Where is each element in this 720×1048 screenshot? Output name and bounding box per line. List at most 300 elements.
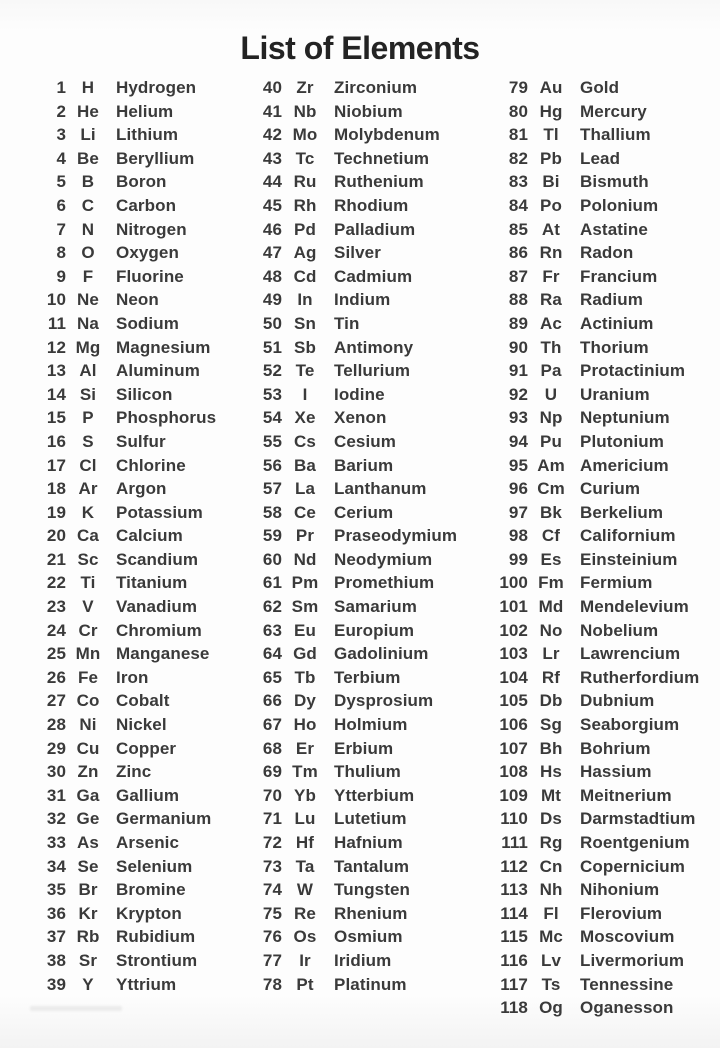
element-number: 112 <box>500 856 528 876</box>
element-name: Uranium <box>580 384 650 404</box>
element-name: Francium <box>580 266 658 286</box>
element-number: 91 <box>508 361 528 381</box>
element-name: Hassium <box>580 762 652 782</box>
element-number: 117 <box>500 974 528 994</box>
element-number: 54 <box>262 408 282 428</box>
element-symbol: No <box>539 620 563 640</box>
element-row <box>494 855 720 879</box>
element-symbol: Mo <box>292 125 318 145</box>
element-row <box>494 501 720 525</box>
element-symbol: Zn <box>77 762 99 782</box>
element-symbol: Kr <box>78 903 98 923</box>
element-symbol: Fe <box>77 667 99 687</box>
element-number: 61 <box>262 573 282 593</box>
element-symbol: Au <box>539 78 563 97</box>
element-row <box>258 666 494 690</box>
element-name: Nitrogen <box>116 219 187 239</box>
element-name: Europium <box>334 620 415 640</box>
element-row <box>258 383 494 407</box>
element-row <box>40 831 258 855</box>
watermark <box>30 1006 122 1011</box>
element-number: 83 <box>508 172 528 192</box>
element-name: Germanium <box>116 809 212 829</box>
element-row <box>258 595 494 619</box>
element-name: Krypton <box>116 903 182 923</box>
element-symbol: Md <box>538 597 564 617</box>
element-symbol: Tm <box>292 762 318 782</box>
element-symbol: Si <box>79 384 97 404</box>
element-name: Silicon <box>116 384 173 404</box>
element-row <box>40 100 258 124</box>
element-symbol: Fm <box>538 573 564 593</box>
element-symbol: Po <box>540 195 562 215</box>
element-name: Manganese <box>116 644 210 664</box>
element-number: 111 <box>501 833 528 852</box>
element-row <box>494 949 720 973</box>
element-name: Promethium <box>334 573 435 593</box>
element-symbol: H <box>81 78 95 97</box>
element-symbol: Ga <box>76 785 100 805</box>
element-row <box>40 477 258 501</box>
element-number: 59 <box>262 526 282 546</box>
element-row <box>258 973 494 997</box>
element-symbol: V <box>82 597 94 617</box>
element-number: 14 <box>46 384 66 404</box>
element-number: 18 <box>46 479 66 499</box>
element-row <box>258 737 494 761</box>
element-row <box>258 430 494 454</box>
element-symbol: W <box>296 880 314 900</box>
element-name: Nobelium <box>580 620 659 640</box>
element-symbol: Cn <box>539 856 563 876</box>
element-number: 110 <box>500 809 528 829</box>
element-row <box>258 689 494 713</box>
element-row <box>494 689 720 713</box>
element-symbol: Bk <box>540 502 562 522</box>
element-row <box>40 359 258 383</box>
element-name: Phosphorus <box>116 408 217 428</box>
element-row <box>258 501 494 525</box>
element-number: 85 <box>508 219 528 239</box>
element-symbol: Nb <box>293 101 317 121</box>
element-row <box>40 76 258 100</box>
element-name: Ytterbium <box>334 785 415 805</box>
element-name: Indium <box>334 290 391 310</box>
element-row <box>494 406 720 430</box>
element-number: 95 <box>508 455 528 475</box>
element-name: Iron <box>116 667 149 687</box>
element-symbol: Lu <box>294 809 316 829</box>
element-name: Sodium <box>116 313 179 333</box>
element-number: 116 <box>500 950 528 970</box>
element-number: 88 <box>508 290 528 310</box>
element-number: 76 <box>262 927 282 947</box>
element-name: Californium <box>580 526 676 546</box>
element-column <box>258 76 494 1020</box>
element-symbol: Cu <box>76 738 100 758</box>
element-name: Gallium <box>116 785 180 805</box>
element-number: 71 <box>262 809 282 829</box>
element-name: Radium <box>580 290 643 310</box>
element-name: Hydrogen <box>116 78 197 97</box>
element-number: 6 <box>56 195 66 215</box>
element-number: 58 <box>262 502 282 522</box>
element-name: Cerium <box>334 502 394 522</box>
element-row <box>258 902 494 926</box>
element-row <box>494 595 720 619</box>
element-name: Bromine <box>116 880 186 900</box>
element-row <box>258 312 494 336</box>
element-symbol: Re <box>294 903 316 923</box>
element-name: Neon <box>116 290 159 310</box>
element-symbol: Cd <box>293 266 317 286</box>
element-number: 108 <box>499 762 528 782</box>
element-number: 49 <box>262 290 282 310</box>
element-symbol: Fl <box>543 903 559 923</box>
element-row <box>40 524 258 548</box>
element-name: Copernicium <box>580 856 686 876</box>
element-row <box>40 784 258 808</box>
element-symbol: Cf <box>541 526 561 546</box>
element-name: Erbium <box>334 738 394 758</box>
element-name: Americium <box>580 455 669 475</box>
element-number: 19 <box>46 502 66 522</box>
element-row <box>494 218 720 242</box>
element-name: Nickel <box>116 715 167 735</box>
element-symbol: Sm <box>291 597 319 617</box>
element-symbol: P <box>82 408 94 428</box>
element-name: Beryllium <box>116 148 195 168</box>
element-symbol: Tb <box>294 667 316 687</box>
element-symbol: Am <box>537 455 565 475</box>
element-name: Thulium <box>334 762 401 782</box>
element-name: Neptunium <box>580 408 670 428</box>
element-name: Barium <box>334 455 394 475</box>
element-name: Scandium <box>116 549 199 569</box>
element-row <box>40 807 258 831</box>
element-row <box>258 76 494 100</box>
element-symbol: S <box>82 431 94 451</box>
element-number: 41 <box>262 101 282 121</box>
element-row <box>494 784 720 808</box>
element-number: 65 <box>262 667 282 687</box>
element-symbol: Ca <box>77 526 99 546</box>
element-column <box>40 76 258 1020</box>
element-number: 37 <box>46 927 66 947</box>
element-name: Hafnium <box>334 833 403 852</box>
element-row <box>40 123 258 147</box>
element-name: Lawrencium <box>580 644 681 664</box>
element-name: Iodine <box>334 384 385 404</box>
element-name: Gadolinium <box>334 644 429 664</box>
element-symbol: Ag <box>293 243 317 263</box>
element-symbol: Cs <box>294 431 316 451</box>
element-row <box>258 831 494 855</box>
element-number: 5 <box>56 172 66 192</box>
element-symbol: Es <box>540 549 562 569</box>
element-row <box>258 925 494 949</box>
element-name: Terbium <box>334 667 401 687</box>
element-row <box>258 359 494 383</box>
element-row <box>40 925 258 949</box>
element-number: 40 <box>262 78 282 97</box>
element-symbol: Ts <box>541 974 561 994</box>
element-row <box>494 524 720 548</box>
element-row <box>40 170 258 194</box>
element-number: 104 <box>499 667 528 687</box>
element-row <box>40 595 258 619</box>
element-number: 24 <box>46 620 66 640</box>
element-symbol: Ho <box>293 715 317 735</box>
element-number: 47 <box>262 243 282 263</box>
element-symbol: Ac <box>540 313 562 333</box>
element-number: 97 <box>508 502 528 522</box>
element-symbol: Pr <box>295 526 315 546</box>
element-number: 52 <box>262 361 282 381</box>
element-number: 87 <box>508 266 528 286</box>
element-symbol: I <box>302 384 308 404</box>
element-number: 44 <box>262 172 282 192</box>
element-row <box>494 241 720 265</box>
element-symbol: F <box>82 266 94 286</box>
element-row <box>494 807 720 831</box>
element-name: Oganesson <box>580 998 674 1018</box>
element-row <box>258 713 494 737</box>
element-row <box>494 831 720 855</box>
element-row <box>494 430 720 454</box>
element-row <box>494 760 720 784</box>
element-name: Silver <box>334 243 381 263</box>
element-symbol: O <box>81 243 95 263</box>
element-number: 82 <box>508 148 528 168</box>
element-name: Dysprosium <box>334 691 434 711</box>
element-row <box>494 996 720 1020</box>
element-symbol: Y <box>82 974 94 994</box>
element-number: 50 <box>262 313 282 333</box>
element-symbol: Ir <box>299 950 311 970</box>
element-name: Moscovium <box>580 927 675 947</box>
element-name: Curium <box>580 479 641 499</box>
element-symbol: Xe <box>294 408 316 428</box>
element-name: Palladium <box>334 219 416 239</box>
element-number: 68 <box>262 738 282 758</box>
element-name: Samarium <box>334 597 418 617</box>
element-number: 31 <box>46 785 66 805</box>
element-symbol: Nh <box>539 880 563 900</box>
element-row <box>494 737 720 761</box>
element-row <box>494 288 720 312</box>
element-number: 67 <box>262 715 282 735</box>
element-number: 62 <box>262 597 282 617</box>
element-name: Fluorine <box>116 266 184 286</box>
element-name: Rubidium <box>116 927 196 947</box>
element-name: Copper <box>116 738 177 758</box>
element-symbol: Rf <box>541 667 561 687</box>
element-symbol: Pa <box>540 361 562 381</box>
element-number: 57 <box>262 479 282 499</box>
element-row <box>258 218 494 242</box>
element-number: 69 <box>262 762 282 782</box>
element-symbol: C <box>81 195 95 215</box>
element-name: Livermorium <box>580 950 685 970</box>
element-row <box>258 855 494 879</box>
element-number: 106 <box>499 715 528 735</box>
element-name: Vanadium <box>116 597 198 617</box>
element-name: Selenium <box>116 856 193 876</box>
element-row <box>494 619 720 643</box>
element-number: 46 <box>262 219 282 239</box>
element-row <box>40 241 258 265</box>
element-symbol: Sc <box>77 549 99 569</box>
element-row <box>258 265 494 289</box>
element-symbol: In <box>297 290 313 310</box>
element-name: Iridium <box>334 950 392 970</box>
element-row <box>494 100 720 124</box>
element-name: Tantalum <box>334 856 410 876</box>
element-name: Yttrium <box>116 974 177 994</box>
element-row <box>258 548 494 572</box>
element-symbol: Na <box>77 313 99 333</box>
element-number: 51 <box>262 337 282 357</box>
element-number: 79 <box>508 78 528 97</box>
element-symbol: Dy <box>294 691 316 711</box>
element-name: Osmium <box>334 927 403 947</box>
element-name: Carbon <box>116 195 177 215</box>
element-name: Roentgenium <box>580 833 690 852</box>
element-number: 107 <box>499 738 528 758</box>
element-number: 56 <box>262 455 282 475</box>
element-number: 30 <box>46 762 66 782</box>
element-symbol: Db <box>539 691 563 711</box>
element-symbol: Pd <box>294 219 316 239</box>
element-row <box>494 170 720 194</box>
element-symbol: Rb <box>76 927 100 947</box>
element-symbol: Os <box>293 927 317 947</box>
element-name: Flerovium <box>580 903 663 923</box>
element-row <box>494 265 720 289</box>
element-symbol: Te <box>295 361 315 381</box>
element-symbol: B <box>81 172 95 192</box>
element-row <box>40 855 258 879</box>
element-symbol: Bi <box>542 172 560 192</box>
element-row <box>258 949 494 973</box>
element-symbol: Ar <box>78 479 98 499</box>
element-row <box>258 170 494 194</box>
element-row <box>494 359 720 383</box>
element-symbol: Hs <box>540 762 562 782</box>
element-row <box>494 76 720 100</box>
element-row <box>40 548 258 572</box>
element-name: Rhodium <box>334 195 409 215</box>
element-name: Calcium <box>116 526 183 546</box>
element-symbol: U <box>544 384 558 404</box>
element-row <box>494 123 720 147</box>
element-symbol: Mc <box>539 927 563 947</box>
element-number: 20 <box>46 526 66 546</box>
element-symbol: At <box>541 219 561 239</box>
element-number: 96 <box>508 479 528 499</box>
element-number: 113 <box>500 880 528 900</box>
element-number: 10 <box>46 290 66 310</box>
element-symbol: Og <box>539 998 563 1018</box>
element-name: Ruthenium <box>334 172 424 192</box>
element-symbol: K <box>81 502 95 522</box>
element-number: 26 <box>46 667 66 687</box>
element-name: Mendelevium <box>580 597 689 617</box>
element-number: 94 <box>508 431 528 451</box>
element-symbol: Ru <box>293 172 317 192</box>
element-number: 42 <box>262 125 282 145</box>
element-symbol: Cl <box>79 455 97 475</box>
element-row <box>40 265 258 289</box>
element-row <box>40 689 258 713</box>
element-number: 45 <box>262 195 282 215</box>
element-name: Bohrium <box>580 738 651 758</box>
element-number: 7 <box>56 219 66 239</box>
element-number: 36 <box>46 903 66 923</box>
element-name: Seaborgium <box>580 715 680 735</box>
element-number: 39 <box>46 974 66 994</box>
element-row <box>258 878 494 902</box>
element-name: Platinum <box>334 974 407 994</box>
element-name: Arsenic <box>116 833 180 852</box>
element-number: 60 <box>262 549 282 569</box>
element-number: 100 <box>499 573 528 593</box>
element-row <box>258 100 494 124</box>
element-number: 34 <box>46 856 66 876</box>
element-number: 21 <box>46 549 66 569</box>
element-symbol: Np <box>539 408 563 428</box>
element-name: Meitnerium <box>580 785 672 805</box>
element-name: Gold <box>580 78 620 97</box>
element-row <box>40 288 258 312</box>
element-symbol: Pb <box>540 148 562 168</box>
element-row <box>258 760 494 784</box>
element-number: 2 <box>56 101 66 121</box>
element-number: 11 <box>47 313 66 333</box>
element-name: Lutetium <box>334 809 407 829</box>
element-symbol: Zr <box>296 78 314 97</box>
element-symbol: Li <box>80 125 96 145</box>
element-name: Cesium <box>334 431 397 451</box>
element-symbol: Br <box>78 880 98 900</box>
element-name: Darmstadtium <box>580 809 696 829</box>
element-row <box>494 571 720 595</box>
element-number: 74 <box>262 880 282 900</box>
element-symbol: Lv <box>540 950 562 970</box>
element-row <box>494 383 720 407</box>
element-number: 9 <box>56 266 66 286</box>
element-name: Antimony <box>334 337 414 357</box>
element-name: Astatine <box>580 219 648 239</box>
element-number: 28 <box>46 715 66 735</box>
element-number: 12 <box>46 337 66 357</box>
element-name: Radon <box>580 243 634 263</box>
element-row <box>258 123 494 147</box>
element-name: Oxygen <box>116 243 179 263</box>
element-number: 15 <box>46 408 66 428</box>
element-row <box>40 949 258 973</box>
element-symbol: Ti <box>80 573 96 593</box>
page-title: List of Elements <box>240 30 480 66</box>
element-row <box>40 406 258 430</box>
element-number: 70 <box>262 785 282 805</box>
element-name: Titanium <box>116 573 188 593</box>
element-name: Technetium <box>334 148 430 168</box>
element-number: 35 <box>46 880 66 900</box>
element-row <box>258 642 494 666</box>
element-row <box>494 336 720 360</box>
